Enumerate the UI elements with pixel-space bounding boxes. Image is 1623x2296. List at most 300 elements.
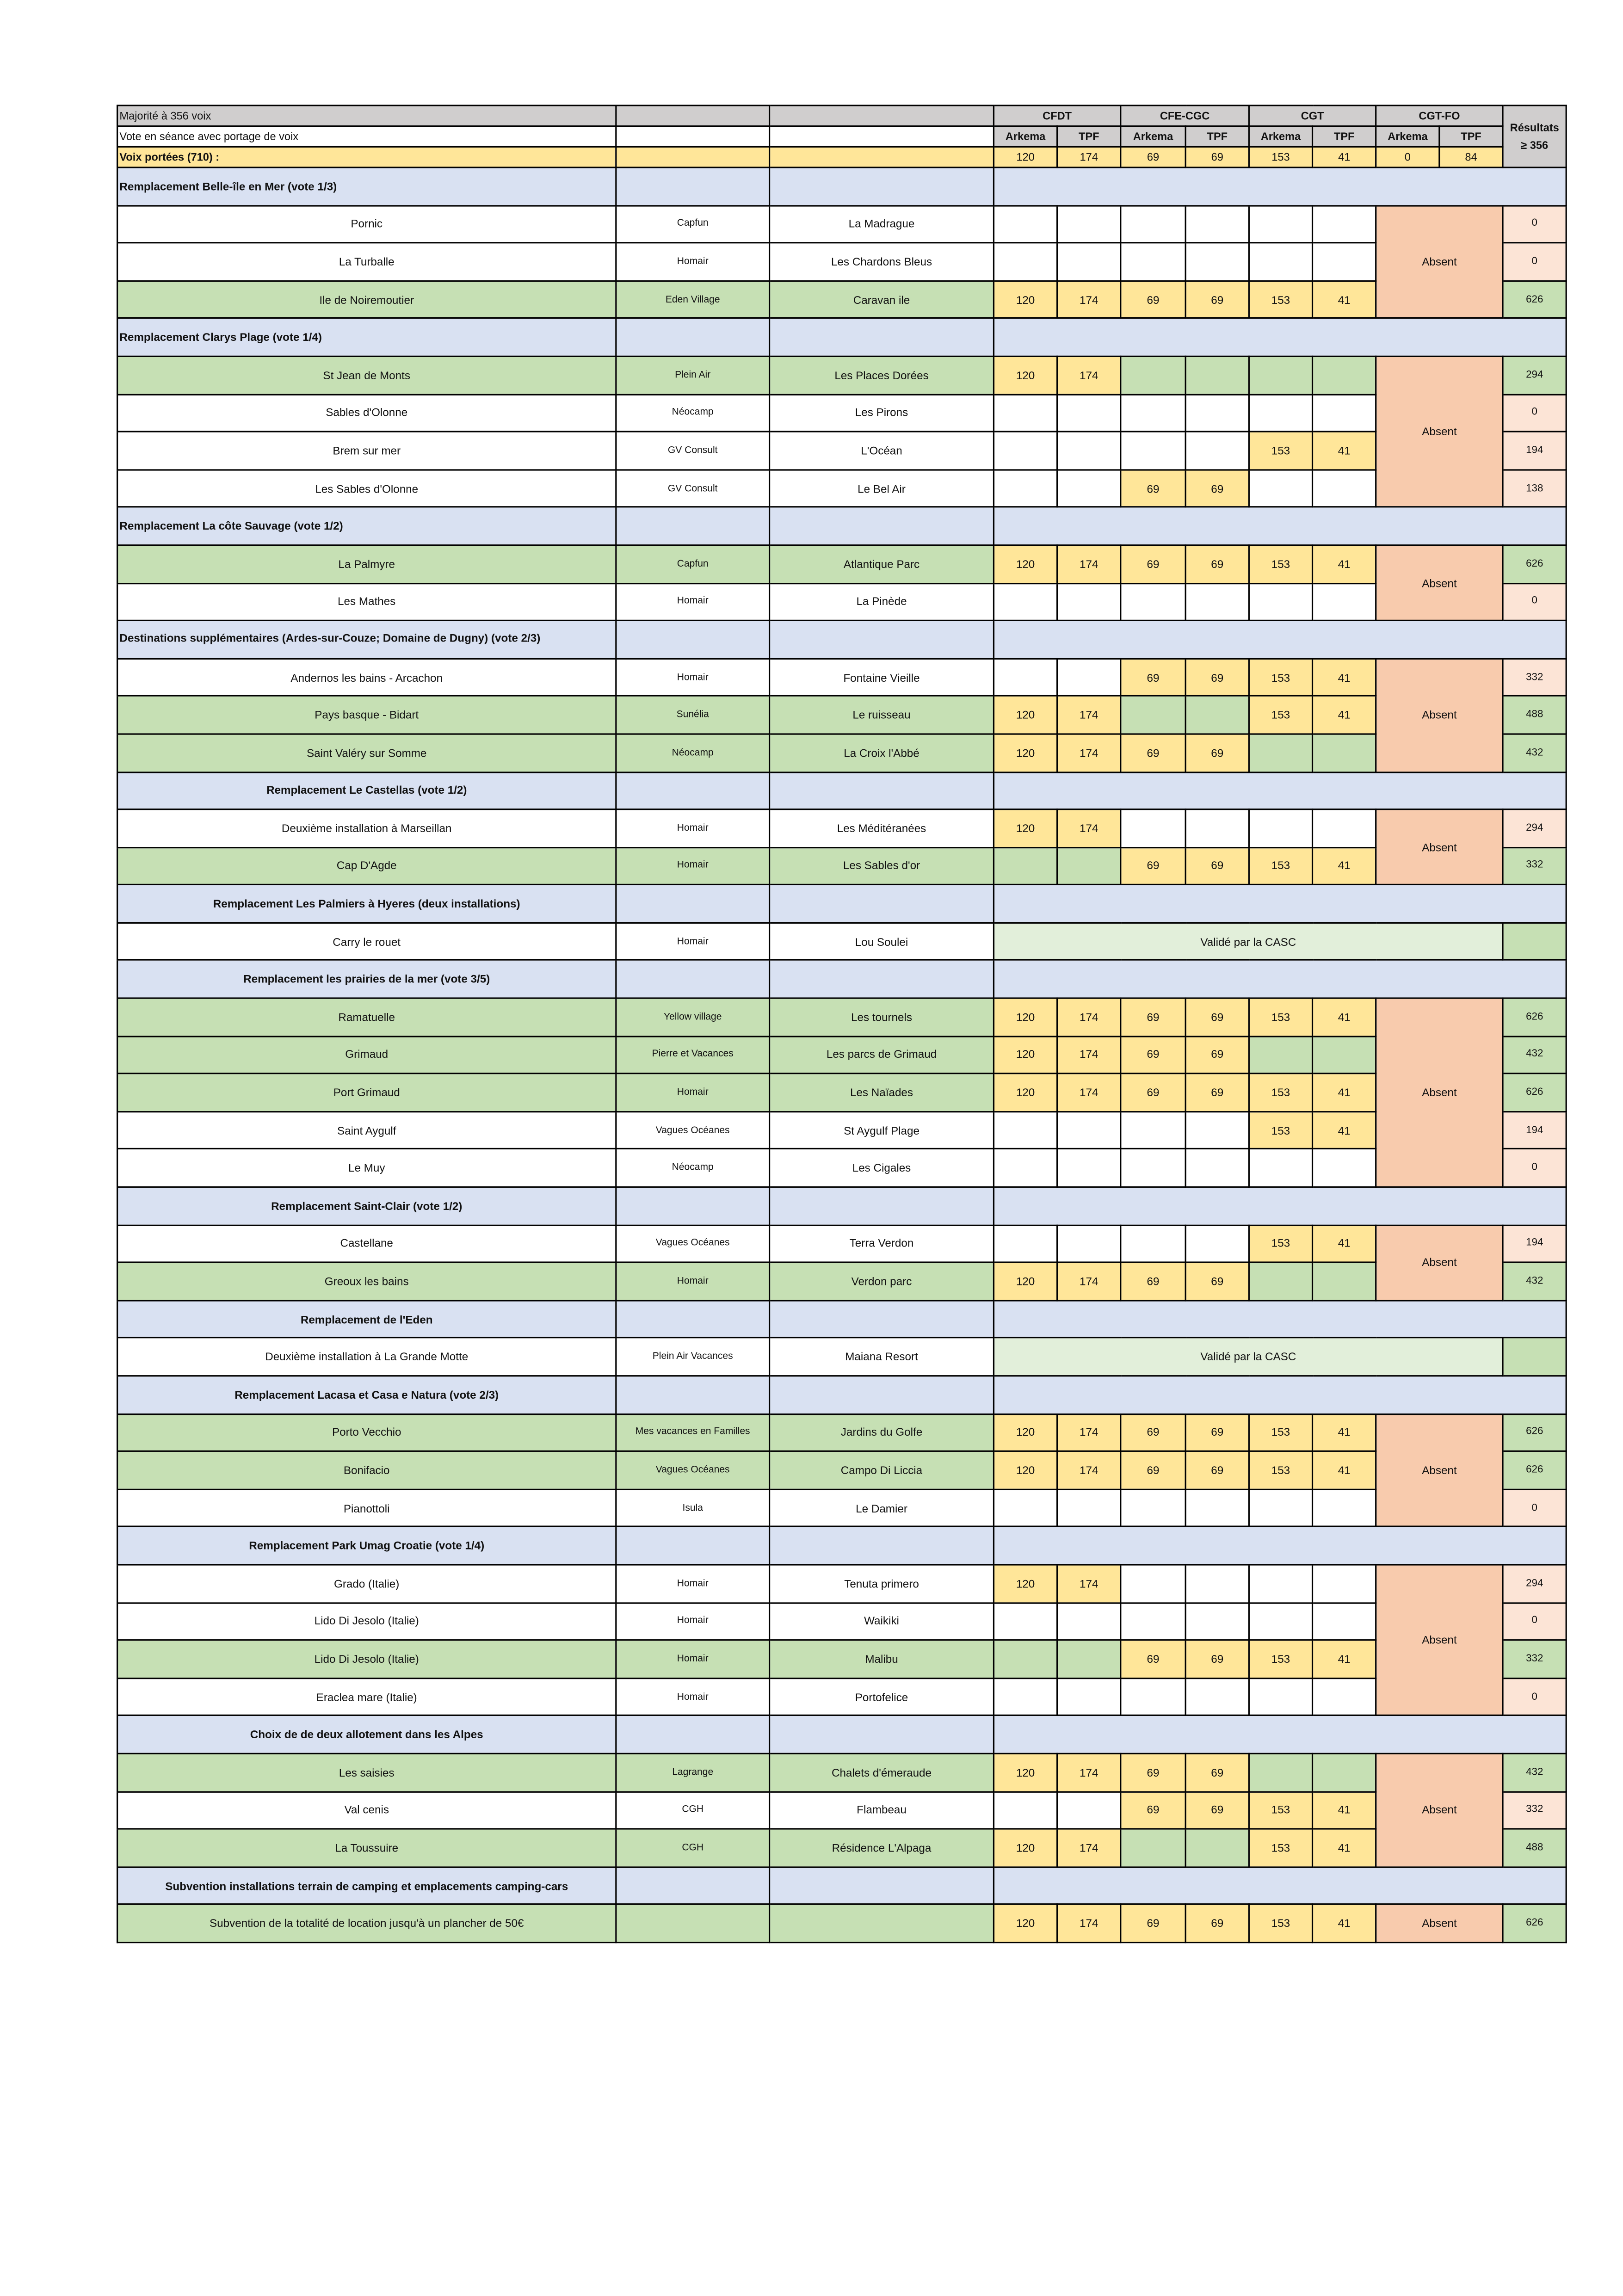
vote-cell: 69 (1121, 1074, 1185, 1112)
vote-cell (1185, 243, 1249, 281)
vote-cell (1185, 1678, 1249, 1716)
table-row (117, 432, 1567, 470)
vote-cell (1057, 1225, 1121, 1263)
vote-cell: 153 (1249, 1225, 1312, 1263)
table-row (117, 696, 1567, 734)
vote-cell: 120 (994, 1905, 1057, 1943)
vote-cell: 120 (994, 545, 1057, 583)
vote-cell (1185, 356, 1249, 394)
vote-cell (1249, 1489, 1312, 1527)
vote-cell: 41 (1313, 1111, 1376, 1149)
vote-cell (1313, 734, 1376, 772)
section-empty (770, 772, 994, 809)
table-row (117, 658, 1567, 696)
table-row (117, 1753, 1567, 1791)
vote-cell: 69 (1185, 469, 1249, 507)
absent-cell: Absent (1376, 809, 1503, 885)
place-cell: Pianottoli (117, 1489, 616, 1527)
place-cell: La Palmyre (117, 545, 616, 583)
site-cell: Les Cigales (770, 1149, 994, 1187)
vote-cell (994, 1111, 1057, 1149)
vote-cell: 120 (994, 1263, 1057, 1301)
validated-cell: Validé par la CASC (994, 1338, 1503, 1376)
vote-cell: 120 (994, 1451, 1057, 1489)
section-empty (994, 885, 1566, 923)
site-cell: La Madrague (770, 205, 994, 243)
section-title: Remplacement Saint-Clair (vote 1/2) (117, 1187, 616, 1225)
operator-cell: Vagues Océanes (616, 1451, 770, 1489)
section-row (117, 621, 1567, 659)
company-header: Arkema (994, 126, 1057, 147)
place-cell: Les saisies (117, 1753, 616, 1791)
site-cell: Portofelice (770, 1678, 994, 1716)
vote-cell (994, 583, 1057, 621)
section-empty (616, 621, 770, 659)
place-cell: Eraclea mare (Italie) (117, 1678, 616, 1716)
site-cell: Résidence L'Alpaga (770, 1829, 994, 1867)
vote-cell (1057, 432, 1121, 470)
result-cell: 626 (1503, 1413, 1566, 1451)
place-cell: Sables d'Olonne (117, 394, 616, 432)
result-cell: 0 (1503, 205, 1566, 243)
vote-cell (1121, 243, 1185, 281)
place-cell: Greoux les bains (117, 1263, 616, 1301)
operator-cell: Néocamp (616, 734, 770, 772)
header-row-unions (117, 105, 1567, 126)
vote-cell (1185, 1111, 1249, 1149)
section-row (117, 1300, 1567, 1338)
site-cell: Les Pirons (770, 394, 994, 432)
section-title: Destinations supplémentaires (Ardes-sur-Couze; Domaine de Dugny) (vote 2/3) (117, 621, 616, 659)
section-title: Remplacement Park Umag Croatie (vote 1/4) (117, 1527, 616, 1565)
vote-cell (994, 1791, 1057, 1829)
vote-cell: 69 (1185, 847, 1249, 885)
vote-cell: 174 (1057, 1753, 1121, 1791)
vote-cell: 120 (994, 696, 1057, 734)
vote-cell: 69 (1121, 281, 1185, 319)
header-empty (616, 126, 770, 147)
place-cell: Le Muy (117, 1149, 616, 1187)
absent-cell: Absent (1376, 205, 1503, 319)
place-cell: Cap D'Agde (117, 847, 616, 885)
vote-cell (1185, 583, 1249, 621)
site-cell: Les Naïades (770, 1074, 994, 1112)
vote-cell (1121, 356, 1185, 394)
header-empty (770, 147, 994, 167)
vote-cell: 69 (1185, 998, 1249, 1036)
section-row (117, 167, 1567, 205)
result-cell: 332 (1503, 1791, 1566, 1829)
result-cell: 432 (1503, 734, 1566, 772)
vote-cell (994, 205, 1057, 243)
validated-cell: Validé par la CASC (994, 923, 1503, 961)
operator-cell: Plein Air Vacances (616, 1338, 770, 1376)
place-cell: Grimaud (117, 1036, 616, 1074)
section-empty (770, 1300, 994, 1338)
table-row (117, 1565, 1567, 1603)
operator-cell: Homair (616, 923, 770, 961)
site-cell: Lou Soulei (770, 923, 994, 961)
result-cell: 332 (1503, 1640, 1566, 1678)
company-header: Arkema (1376, 126, 1439, 147)
vote-cell (1185, 205, 1249, 243)
result-cell: 332 (1503, 658, 1566, 696)
result-cell (1503, 1338, 1566, 1376)
vote-cell (1313, 1036, 1376, 1074)
company-header: Arkema (1249, 126, 1312, 147)
company-header: TPF (1313, 126, 1376, 147)
vote-cell: 41 (1313, 1074, 1376, 1112)
vote-cell: 174 (1057, 1829, 1121, 1867)
vote-cell (1249, 1753, 1312, 1791)
result-cell: 488 (1503, 696, 1566, 734)
section-empty (616, 319, 770, 357)
vote-cell (1185, 1225, 1249, 1263)
place-cell: Deuxième installation à Marseillan (117, 809, 616, 847)
table-row (117, 545, 1567, 583)
vote-cell: 120 (994, 281, 1057, 319)
vote-cell (1249, 356, 1312, 394)
section-title: Remplacement Les Palmiers à Hyeres (deux installations) (117, 885, 616, 923)
result-cell: 294 (1503, 356, 1566, 394)
table-row (117, 1829, 1567, 1867)
operator-cell: GV Consult (616, 469, 770, 507)
vote-cell (1185, 1489, 1249, 1527)
site-cell: Les tournels (770, 998, 994, 1036)
vote-cell (1313, 356, 1376, 394)
operator-cell: Plein Air (616, 356, 770, 394)
section-empty (616, 1187, 770, 1225)
operator-cell: Lagrange (616, 1753, 770, 1791)
vote-cell: 69 (1121, 734, 1185, 772)
operator-cell: Vagues Océanes (616, 1111, 770, 1149)
vote-cell (1313, 1263, 1376, 1301)
operator-cell: Homair (616, 1603, 770, 1641)
company-header: TPF (1057, 126, 1121, 147)
vote-cell: 41 (1313, 281, 1376, 319)
section-title: Subvention installations terrain de camping et emplacements camping-cars (117, 1867, 616, 1905)
section-title: Remplacement Belle-île en Mer (vote 1/3) (117, 167, 616, 205)
vote-cell: 120 (994, 734, 1057, 772)
table-row (117, 394, 1567, 432)
vote-cell (1249, 1149, 1312, 1187)
result-cell: 0 (1503, 394, 1566, 432)
place-cell: Pays basque - Bidart (117, 696, 616, 734)
vote-cell (994, 469, 1057, 507)
result-cell: 0 (1503, 583, 1566, 621)
results-threshold: ≥ 356 (1521, 138, 1549, 151)
vote-cell (1121, 205, 1185, 243)
vote-cell (1249, 1036, 1312, 1074)
vote-cell: 69 (1185, 1413, 1249, 1451)
vote-cell (1121, 1489, 1185, 1527)
operator-cell: Homair (616, 1678, 770, 1716)
vote-cell: 153 (1249, 658, 1312, 696)
header-row-voix (117, 147, 1567, 167)
operator-cell: Sunélia (616, 696, 770, 734)
place-cell: Andernos les bains - Arcachon (117, 658, 616, 696)
header-empty (616, 105, 770, 126)
vote-cell (1121, 1225, 1185, 1263)
vote-cell (1249, 1565, 1312, 1603)
operator-cell: Homair (616, 243, 770, 281)
table-row (117, 1111, 1567, 1149)
site-cell: Flambeau (770, 1791, 994, 1829)
results-label: Résultats (1510, 120, 1559, 134)
place-cell: Castellane (117, 1225, 616, 1263)
table-row (117, 809, 1567, 847)
place-cell: St Jean de Monts (117, 356, 616, 394)
vote-results-table (117, 105, 1567, 1943)
section-row (117, 885, 1567, 923)
vote-cell (1057, 1489, 1121, 1527)
absent-cell: Absent (1376, 1225, 1503, 1300)
company-header: TPF (1185, 126, 1249, 147)
vote-cell: 69 (1121, 1413, 1185, 1451)
vote-cell: 153 (1249, 545, 1312, 583)
section-empty (616, 1376, 770, 1414)
section-empty (994, 167, 1566, 205)
vote-cell: 41 (1313, 658, 1376, 696)
vote-cell (994, 394, 1057, 432)
vote-cell (1313, 809, 1376, 847)
table-row (117, 205, 1567, 243)
place-cell: Pornic (117, 205, 616, 243)
site-cell: Terra Verdon (770, 1225, 994, 1263)
vote-cell: 41 (1313, 1905, 1376, 1943)
section-title: Remplacement La côte Sauvage (vote 1/2) (117, 507, 616, 545)
site-cell: Verdon parc (770, 1263, 994, 1301)
place-cell: Lido Di Jesolo (Italie) (117, 1603, 616, 1641)
results-header (1503, 105, 1566, 167)
vote-cell: 153 (1249, 1074, 1312, 1112)
vote-cell: 41 (1313, 998, 1376, 1036)
section-empty (616, 1300, 770, 1338)
section-empty (616, 772, 770, 809)
majority-label: Majorité à 356 voix (117, 105, 616, 126)
voix-value: 69 (1185, 147, 1249, 167)
vote-cell: 69 (1185, 1451, 1249, 1489)
section-row (117, 772, 1567, 809)
table-row (117, 1678, 1567, 1716)
company-header: Arkema (1121, 126, 1185, 147)
vote-cell: 174 (1057, 1565, 1121, 1603)
vote-cell: 41 (1313, 696, 1376, 734)
operator-cell: Capfun (616, 205, 770, 243)
vote-cell (1249, 1678, 1312, 1716)
operator-cell: Eden Village (616, 281, 770, 319)
header-empty (770, 105, 994, 126)
place-cell: Grado (Italie) (117, 1565, 616, 1603)
section-empty (770, 1527, 994, 1565)
vote-cell (1057, 1111, 1121, 1149)
vote-cell: 153 (1249, 1791, 1312, 1829)
place-cell: Bonifacio (117, 1451, 616, 1489)
table-row (117, 1036, 1567, 1074)
site-cell: Les Places Dorées (770, 356, 994, 394)
vote-cell (1249, 809, 1312, 847)
vote-cell (994, 847, 1057, 885)
vote-cell: 120 (994, 1413, 1057, 1451)
vote-cell (994, 1225, 1057, 1263)
vote-cell: 69 (1121, 1791, 1185, 1829)
absent-cell: Absent (1376, 356, 1503, 507)
section-row (117, 1716, 1567, 1753)
table-row (117, 356, 1567, 394)
site-cell: Les Chardons Bleus (770, 243, 994, 281)
vote-cell (1313, 205, 1376, 243)
section-empty (770, 1716, 994, 1753)
vote-cell: 153 (1249, 696, 1312, 734)
vote-cell (1121, 432, 1185, 470)
header-empty (616, 147, 770, 167)
site-cell: Campo Di Liccia (770, 1451, 994, 1489)
place-cell: Ramatuelle (117, 998, 616, 1036)
section-row (117, 319, 1567, 357)
vote-cell (1057, 1640, 1121, 1678)
vote-cell (994, 1640, 1057, 1678)
voix-value: 0 (1376, 147, 1439, 167)
operator-cell: Homair (616, 1640, 770, 1678)
table-row (117, 998, 1567, 1036)
place-cell: Ile de Noiremoutier (117, 281, 616, 319)
vote-cell (1057, 847, 1121, 885)
voix-value: 69 (1121, 147, 1185, 167)
section-empty (616, 1716, 770, 1753)
header-empty (770, 126, 994, 147)
section-empty (616, 507, 770, 545)
site-cell: La Pinède (770, 583, 994, 621)
vote-cell (1121, 394, 1185, 432)
vote-cell: 120 (994, 809, 1057, 847)
vote-cell (1249, 394, 1312, 432)
vote-cell: 69 (1185, 658, 1249, 696)
vote-cell (1185, 1565, 1249, 1603)
vote-cell: 153 (1249, 1451, 1312, 1489)
result-cell (1503, 923, 1566, 961)
vote-cell: 69 (1121, 1905, 1185, 1943)
section-empty (994, 1716, 1566, 1753)
vote-cell (1185, 432, 1249, 470)
vote-cell (1185, 1829, 1249, 1867)
vote-cell (1249, 205, 1312, 243)
vote-cell: 153 (1249, 1111, 1312, 1149)
operator-cell: Pierre et Vacances (616, 1036, 770, 1074)
vote-cell (1185, 696, 1249, 734)
site-cell: Jardins du Golfe (770, 1413, 994, 1451)
vote-cell: 174 (1057, 734, 1121, 772)
vote-cell: 120 (994, 1753, 1057, 1791)
vote-cell (1121, 1565, 1185, 1603)
place-cell: Porto Vecchio (117, 1413, 616, 1451)
place-cell: La Toussuire (117, 1829, 616, 1867)
vote-cell (1057, 243, 1121, 281)
result-cell: 626 (1503, 1905, 1566, 1943)
company-header: TPF (1439, 126, 1503, 147)
result-cell: 194 (1503, 1225, 1566, 1263)
site-cell: Le Damier (770, 1489, 994, 1527)
vote-cell (994, 432, 1057, 470)
section-empty (994, 1187, 1566, 1225)
section-row (117, 1376, 1567, 1414)
vote-cell (994, 1489, 1057, 1527)
section-empty (770, 167, 994, 205)
vote-cell: 174 (1057, 1905, 1121, 1943)
operator-cell: Homair (616, 583, 770, 621)
vote-cell (1185, 1603, 1249, 1641)
site-cell: L'Océan (770, 432, 994, 470)
vote-cell (1313, 1489, 1376, 1527)
vote-cell: 41 (1313, 1640, 1376, 1678)
vote-cell (994, 1678, 1057, 1716)
vote-cell: 120 (994, 1036, 1057, 1074)
vote-cell (1057, 469, 1121, 507)
section-empty (994, 772, 1566, 809)
vote-cell: 41 (1313, 1829, 1376, 1867)
operator-cell: Capfun (616, 545, 770, 583)
vote-cell: 153 (1249, 847, 1312, 885)
vote-cell: 153 (1249, 1413, 1312, 1451)
vote-cell (1057, 1149, 1121, 1187)
section-empty (994, 507, 1566, 545)
site-cell: Tenuta primero (770, 1565, 994, 1603)
absent-cell: Absent (1376, 1905, 1503, 1943)
vote-mode-label: Vote en séance avec portage de voix (117, 126, 616, 147)
vote-cell: 69 (1185, 1036, 1249, 1074)
place-cell: Val cenis (117, 1791, 616, 1829)
table-row (117, 847, 1567, 885)
section-empty (994, 621, 1566, 659)
vote-cell: 174 (1057, 1413, 1121, 1451)
site-cell: Les parcs de Grimaud (770, 1036, 994, 1074)
vote-cell (1121, 583, 1185, 621)
section-title: Choix de de deux allotement dans les Alpes (117, 1716, 616, 1753)
vote-cell: 69 (1121, 658, 1185, 696)
section-empty (994, 319, 1566, 357)
section-empty (616, 167, 770, 205)
vote-cell (1249, 469, 1312, 507)
vote-cell: 120 (994, 356, 1057, 394)
voix-value: 174 (1057, 147, 1121, 167)
section-row (117, 507, 1567, 545)
vote-cell (1313, 243, 1376, 281)
place-cell: La Turballe (117, 243, 616, 281)
table-row (117, 1149, 1567, 1187)
vote-cell: 153 (1249, 998, 1312, 1036)
site-cell: Le ruisseau (770, 696, 994, 734)
vote-cell: 174 (1057, 356, 1121, 394)
site-cell: Atlantique Parc (770, 545, 994, 583)
operator-cell: Yellow village (616, 998, 770, 1036)
section-title: Remplacement Le Castellas (vote 1/2) (117, 772, 616, 809)
header-row-companies (117, 126, 1567, 147)
vote-cell: 69 (1185, 1640, 1249, 1678)
vote-cell: 174 (1057, 809, 1121, 847)
voix-value: 120 (994, 147, 1057, 167)
section-row (117, 1867, 1567, 1905)
vote-cell (1249, 734, 1312, 772)
vote-cell: 69 (1185, 545, 1249, 583)
vote-cell: 69 (1121, 1036, 1185, 1074)
result-cell: 626 (1503, 998, 1566, 1036)
vote-cell: 174 (1057, 281, 1121, 319)
operator-cell: Mes vacances en Familles (616, 1413, 770, 1451)
place-cell: Subvention de la totalité de location jusqu'à un plancher de 50€ (117, 1905, 616, 1943)
site-cell: Malibu (770, 1640, 994, 1678)
section-empty (770, 1187, 994, 1225)
operator-cell (616, 1905, 770, 1943)
operator-cell: Homair (616, 809, 770, 847)
